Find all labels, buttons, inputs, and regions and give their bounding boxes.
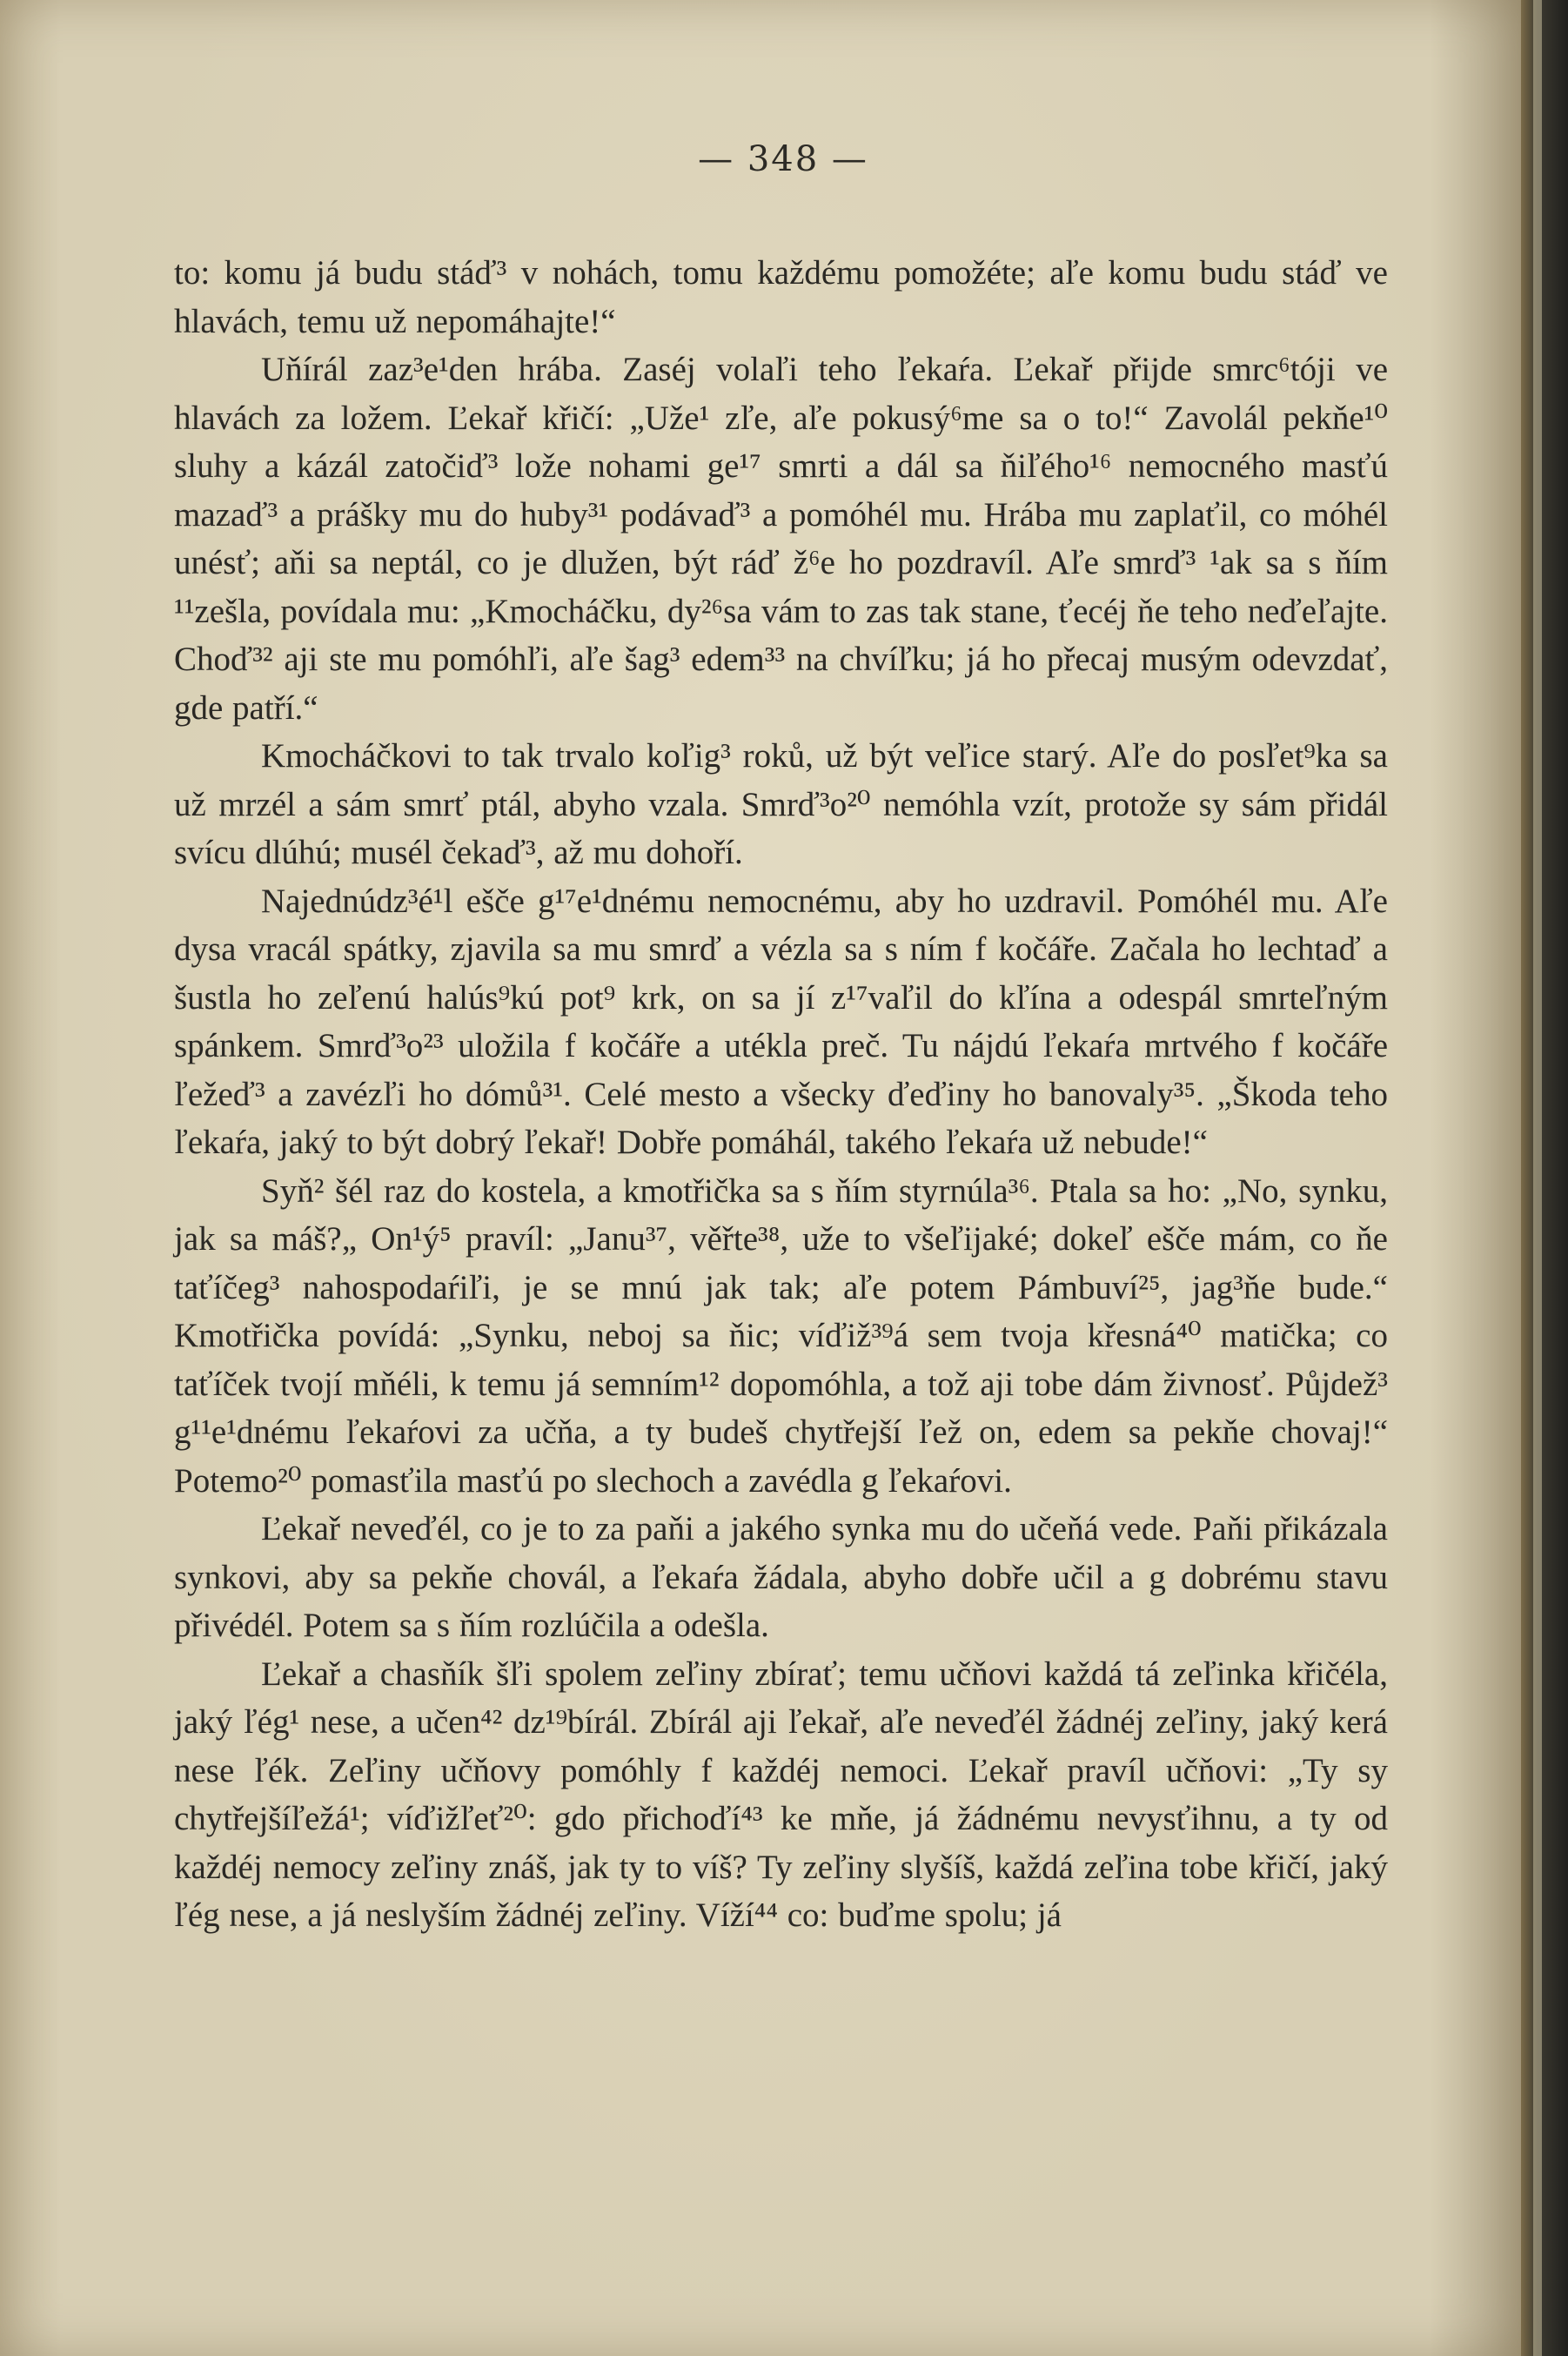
- paragraph-2: Uňírál zaz³e¹den hrába. Zaséj volaľi teho ľekaŕa. Ľekař přijde smrc⁶tóji ve hlavách za ložem. Ľekař křičí: „Uže¹ zľe, aľe pokusý⁶me sa o to!“ Zavolál pekňe¹⁰ sluhy a kázál zatočiď³ lože nohami ge¹⁷ smrti a dál sa ňiľého¹⁶ nemocného masťú mazaď³ a prášky mu do huby³¹ podávaď³ a pomóhél mu. Hrába mu zaplaťil, co móhél unésť; aňi sa neptál, co je dlužen, být ráď ž⁶e ho pozdravíl. Aľe smrď³ ¹ak sa s ňím ¹¹zešla, povídala mu: „Kmocháčku, dy²⁶sa vám to zas tak stane, ťecéj ňe teho neďeľajte. Choď³² aji ste mu pomóhľi, aľe šag³ edem³³ na chvíľku; já ho přecaj musým odevzdať, gde patří.“: [174, 351, 1388, 727]
- paragraph-7: Ľekař a chasňík šľi spolem zeľiny zbírať; temu učňovi každá tá zeľinka křičéla, jaký ľég¹ nese, a učen⁴² dz¹⁹bírál. Zbírál aji ľekař, aľe neveďél žádnéj zeľiny, jaký kerá nese ľék. Zeľiny učňovy pomóhly f každéj nemoci. Ľekař pravíl učňovi: „Ty sy chytřejšíľežá¹; víďižľeť²⁰: gdo přichoďí⁴³ ke mňe, já žádnému nevysťihnu, a ty od každéj nemocy zeľiny znáš, jak ty to víš? Ty zeľiny slyšíš, každá zeľina tobe křičí, jaký ľég nese, a já neslyším žádnéj zeľiny. Víží⁴⁴ co: buďme spolu; já: [174, 1655, 1388, 1934]
- paragraph-1: to: komu já budu stáď³ v nohách, tomu každému pomožéte; aľe komu budu stáď ve hlavách, temu už nepomáhajte!“: [174, 254, 1388, 340]
- book-gutter-edge: [1521, 0, 1568, 2356]
- paragraph-6: Ľekař neveďél, co je to za paňi a jakého synka mu do učeňá vede. Paňi přikázala synkovi, aby sa pekňe chovál, a ľekaŕa žádala, abyho dobře učil a g dobrému stavu přivédél. Potem sa s ňím rozlúčila a odešla.: [174, 1510, 1388, 1644]
- paragraph-4: Najednúdz³é¹l ešče g¹⁷e¹dnému nemocnému, aby ho uzdravil. Pomóhél mu. Aľe dysa vracál spátky, zjavila sa mu smrď a vézla sa s ním f kočáře. Začala ho lechtaď a šustla ho zeľenú halús⁹kú pot⁹ krk, on sa jí z¹⁷vaľil do kľína a odespál smrteľným spánkem. Smrď³o²³ uložila f kočáře a utékla preč. Tu nájdú ľekaŕa mrtvého f kočáře ľežeď³ a zavézľi ho dómů³¹. Celé mesto a všecky ďeďiny ho banovaly³⁵. „Škoda teho ľekaŕa, jaký to být dobrý ľekař! Dobře pomáhál, takého ľekaŕa už nebude!“: [174, 882, 1388, 1161]
- page-number: — 348 —: [698, 139, 868, 179]
- page-body: [174, 249, 1388, 1940]
- paragraph-5: Syň² šél raz do kostela, a kmotřička sa s ňím styrnúla³⁶. Ptala sa ho: „No, synku, jak sa máš?„ On¹ý⁵ pravíl: „Janu³⁷, věřte³⁸, uže to všeľijaké; dokeľ ešče mám, co ňe taťíčeg³ nahospodaŕiľi, je se mnú jak tak; aľe potem Pámbuví²⁵, jag³ňe bude.“ Kmotřička povídá: „Synku, neboj sa ňic; víďiž³⁹á sem tvoja křesná⁴⁰ matička; co taťíček tvojí mňéli, k temu já semním¹² dopomóhla, a tož aji tobe dám živnosť. Půjdež³ g¹¹e¹dnému ľekaŕovi za učňa, a ty budeš chytřejší ľež on, edem sa pekňe chovaj!“ Potemo²⁰ pomasťila masťú po slechoch a zavédla g ľekaŕovi.: [174, 1171, 1388, 1500]
- paragraph-3: Kmocháčkovi to tak trvalo koľig³ roků, už být veľice starý. Aľe do posľet⁹ka sa už mrzél a sám smrť ptál, abyho vzala. Smrď³o²⁰ nemóhla vzít, protože sy sám přidál svícu dlúhú; musél čekaď³, až mu dohoří.: [174, 737, 1388, 871]
- next-page-strip: [1533, 0, 1542, 2356]
